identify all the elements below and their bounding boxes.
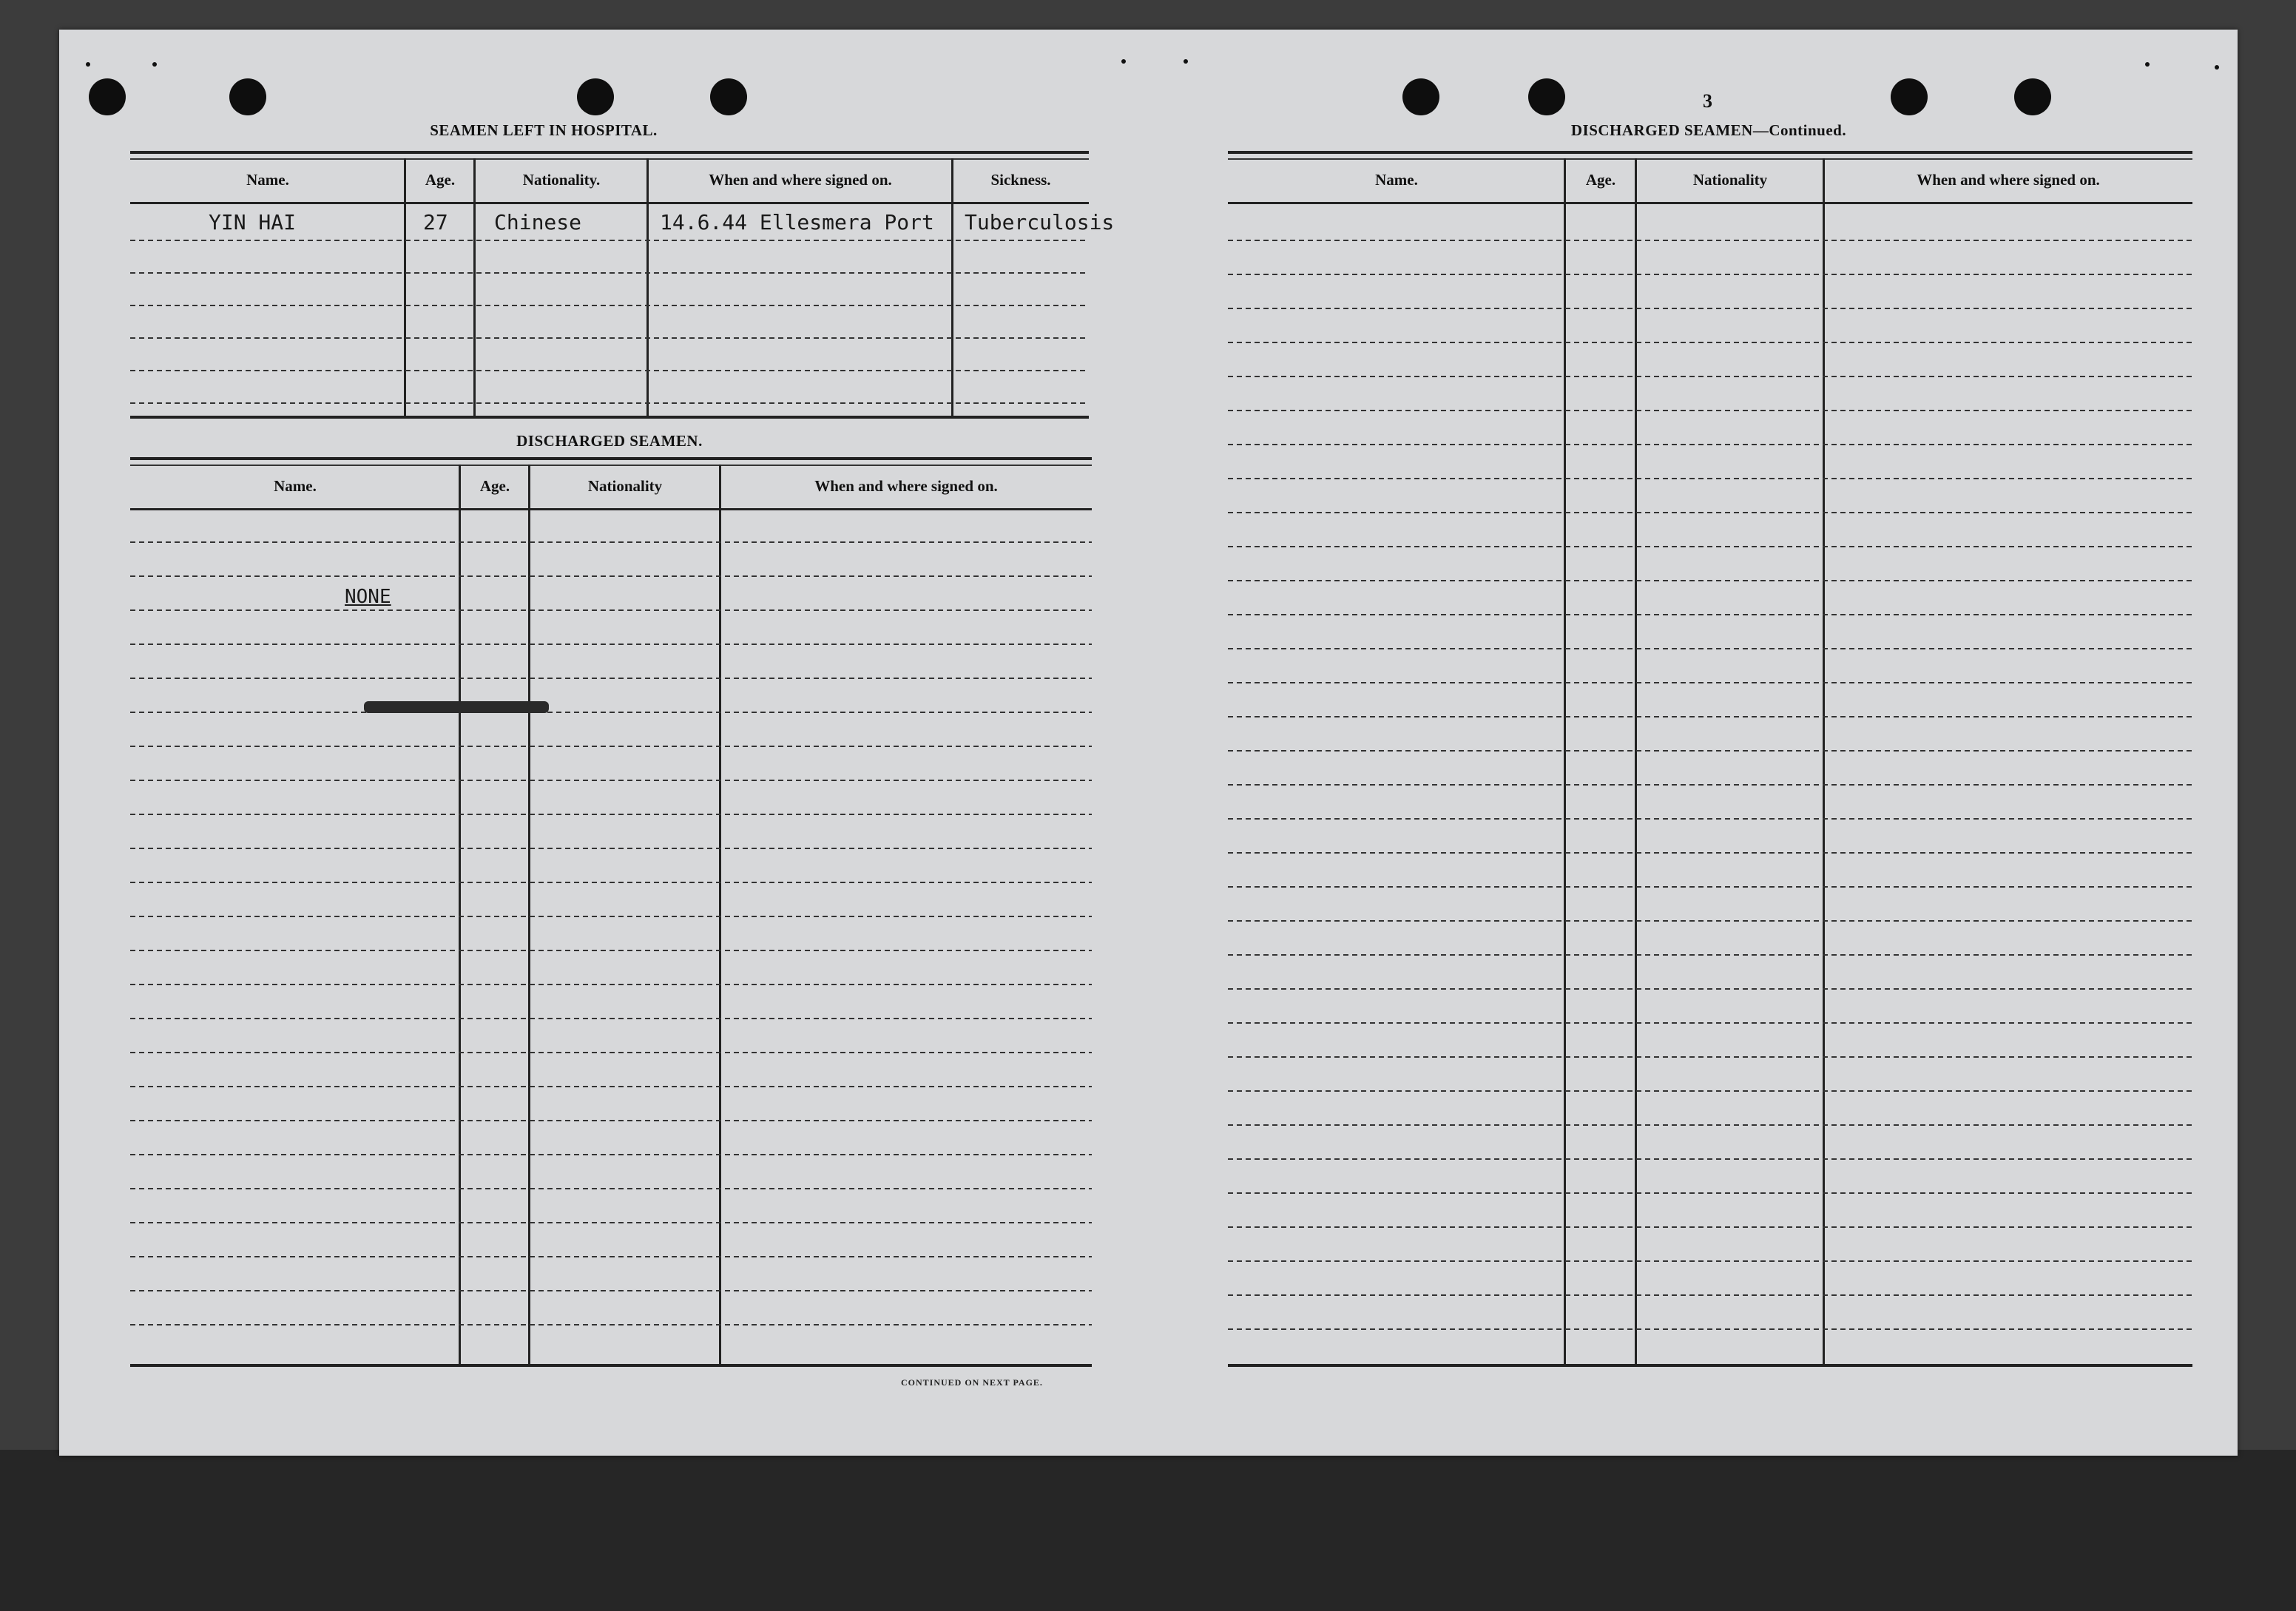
row-line	[1228, 1294, 2192, 1296]
header-signed-on: When and where signed on.	[1824, 158, 2192, 204]
row-line	[1228, 886, 2192, 888]
punch-hole	[89, 78, 126, 115]
continued-section-title: DISCHARGED SEAMEN—Continued.	[1570, 121, 1847, 139]
column-divider	[951, 158, 953, 417]
row-line	[130, 814, 1092, 815]
column-divider	[646, 158, 649, 417]
row-line	[130, 1324, 1092, 1325]
header-name: Name.	[130, 158, 405, 204]
header-age: Age.	[460, 465, 530, 510]
hospital-entry-nationality: Chinese	[494, 210, 582, 234]
row-line	[1228, 512, 2192, 513]
row-line	[130, 848, 1092, 849]
row-line	[1228, 818, 2192, 820]
register-sheet	[59, 30, 2238, 1456]
punch-hole	[577, 78, 614, 115]
row-line	[130, 712, 1092, 713]
hospital-table	[130, 151, 1115, 419]
row-line	[130, 1188, 1092, 1189]
punch-hole	[1891, 78, 1928, 115]
row-line	[1228, 852, 2192, 854]
row-line	[1228, 478, 2192, 479]
column-divider	[1564, 158, 1566, 1365]
row-line	[1228, 1022, 2192, 1024]
struck-out-mark	[364, 701, 549, 713]
row-line	[1228, 1260, 2192, 1262]
hospital-section-title: SEAMEN LEFT IN HOSPITAL.	[430, 121, 658, 139]
row-line	[130, 882, 1092, 883]
row-line	[130, 780, 1092, 781]
row-line	[130, 1222, 1092, 1223]
punch-hole	[1528, 78, 1565, 115]
row-line	[130, 240, 1089, 241]
speck	[152, 62, 157, 67]
row-line	[1228, 1090, 2192, 1092]
row-line	[1228, 308, 2192, 309]
row-line	[1228, 784, 2192, 786]
row-line	[130, 541, 1092, 543]
punch-hole	[2014, 78, 2051, 115]
column-divider	[528, 465, 530, 1365]
column-divider	[459, 465, 461, 1365]
header-signed-on: When and where signed on.	[720, 465, 1092, 510]
row-line	[1228, 580, 2192, 581]
row-line	[130, 272, 1089, 274]
column-divider	[1635, 158, 1637, 1365]
row-line	[1228, 716, 2192, 717]
header-name: Name.	[1228, 158, 1565, 204]
scan-background	[0, 1450, 2296, 1611]
hospital-entry-name: YIN HAI	[209, 210, 297, 234]
row-line	[1228, 410, 2192, 411]
discharged-continued-table	[1228, 151, 2192, 1367]
hospital-entry-sickness: Tuberculosis	[965, 210, 1115, 234]
continued-note: CONTINUED ON NEXT PAGE.	[901, 1377, 1043, 1388]
row-line	[1228, 546, 2192, 547]
header-signed-on: When and where signed on.	[648, 158, 953, 204]
row-line	[130, 370, 1089, 371]
column-divider	[473, 158, 476, 417]
row-line	[1228, 1124, 2192, 1126]
row-line	[1228, 988, 2192, 990]
punch-hole	[710, 78, 747, 115]
row-line	[130, 609, 1092, 611]
header-nationality: Nationality	[1636, 158, 1824, 204]
header-name: Name.	[130, 465, 460, 510]
row-line	[130, 984, 1092, 985]
speck	[2215, 65, 2219, 70]
hospital-entry-signed-on: 14.6.44 Ellesmera Port	[660, 210, 934, 234]
discharged-section-title: DISCHARGED SEAMEN.	[516, 432, 703, 450]
discharged-entry-none: NONE	[345, 586, 391, 608]
row-line	[1228, 682, 2192, 683]
row-line	[130, 950, 1092, 951]
column-divider	[719, 465, 721, 1365]
row-line	[1228, 614, 2192, 615]
row-line	[1228, 1158, 2192, 1160]
row-line	[1228, 1192, 2192, 1194]
column-divider	[1823, 158, 1825, 1365]
punch-hole	[229, 78, 266, 115]
row-line	[130, 575, 1092, 577]
row-line	[130, 1086, 1092, 1087]
row-line	[130, 644, 1092, 645]
row-line	[130, 746, 1092, 747]
header-nationality: Nationality.	[475, 158, 648, 204]
row-line	[1228, 274, 2192, 275]
row-line	[1228, 1226, 2192, 1228]
speck	[2145, 62, 2150, 67]
column-divider	[404, 158, 406, 417]
discharged-table	[130, 457, 1092, 1367]
row-line	[1228, 376, 2192, 377]
speck	[1184, 59, 1188, 64]
row-line	[130, 1052, 1092, 1053]
row-line	[130, 916, 1092, 917]
row-line	[130, 1018, 1092, 1019]
row-line	[130, 305, 1089, 306]
row-line	[1228, 1328, 2192, 1330]
row-line	[130, 337, 1089, 339]
row-line	[130, 1120, 1092, 1121]
header-sickness: Sickness.	[953, 158, 1089, 204]
row-line	[1228, 750, 2192, 752]
row-line	[1228, 240, 2192, 241]
row-line	[130, 1290, 1092, 1291]
punch-hole	[1402, 78, 1439, 115]
row-line	[1228, 954, 2192, 956]
hospital-entry-age: 27	[423, 210, 448, 234]
row-line	[1228, 1056, 2192, 1058]
row-line	[1228, 648, 2192, 649]
speck	[1121, 59, 1126, 64]
row-line	[1228, 342, 2192, 343]
header-nationality: Nationality	[530, 465, 720, 510]
page-number: 3	[1703, 90, 1712, 112]
row-line	[130, 402, 1089, 404]
row-line	[130, 678, 1092, 679]
header-age: Age.	[1565, 158, 1636, 204]
row-line	[1228, 920, 2192, 922]
row-line	[130, 1154, 1092, 1155]
row-line	[130, 1256, 1092, 1257]
speck	[86, 62, 90, 67]
header-age: Age.	[405, 158, 475, 204]
row-line	[1228, 444, 2192, 445]
